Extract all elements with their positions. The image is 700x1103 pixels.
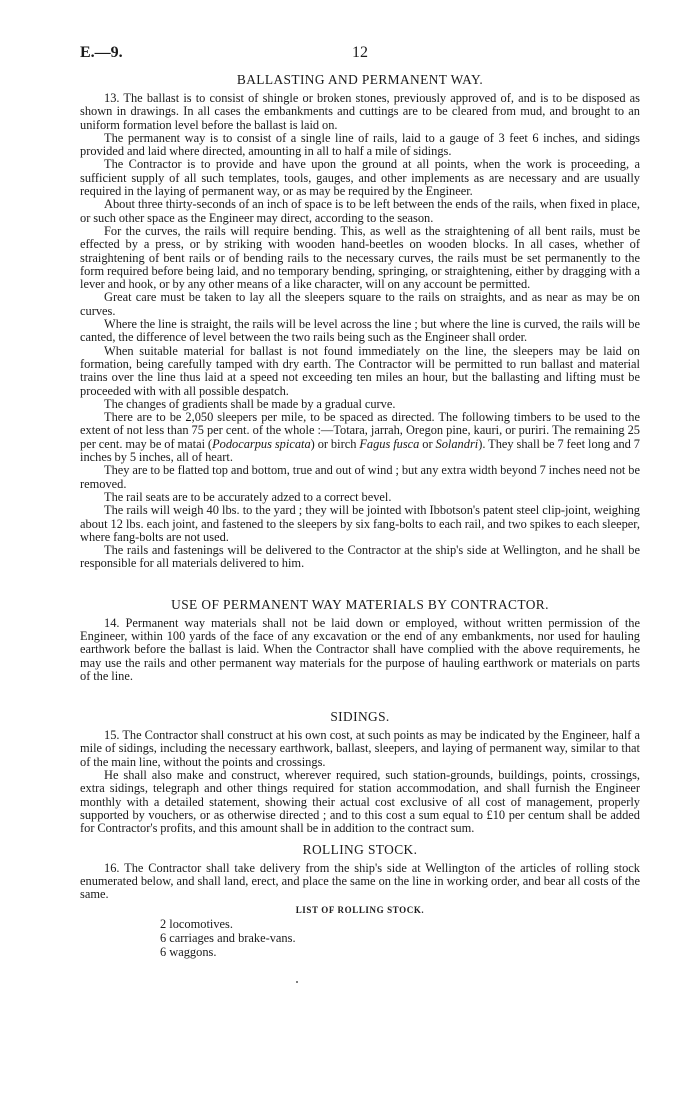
section-title: SIDINGS. — [330, 709, 390, 725]
text-run: ). They shall be 7 feet long and 7 inches by 5 inches, all of heart. — [80, 436, 640, 465]
section-use-of-materials — [80, 597, 640, 683]
rolling-stock-list — [160, 917, 640, 959]
paragraph: The rails and fastenings will be delivered to the Contractor at the ship's side at Wellington, and he shall be responsible for all materials delivered to him. — [80, 543, 640, 571]
section-rolling-stock — [80, 842, 640, 960]
stray-mark — [296, 981, 298, 983]
paragraph: Great care must be taken to lay all the sleepers square to the rails on straights, and as near as may be on curves. — [80, 290, 640, 318]
list-item: 6 waggons. — [160, 945, 217, 960]
list-title: LIST OF ROLLING STOCK. — [295, 905, 425, 916]
paragraph: They are to be flatted top and bottom, true and out of wind ; but any extra width beyond 7 inches need not be removed. — [80, 463, 640, 491]
species-name: Fagus fusca — [359, 436, 420, 451]
paragraph: The Contractor is to provide and have upon the ground at all points, when the work is proceeding, a sufficient supply of all such templates, tools, gauges, and other implements as are necessary and are usually required in the laying of permanent way, or as may be required by the Engineer. — [80, 157, 640, 199]
document-reference: E.—9. — [80, 44, 123, 61]
species-name: Podocarpus spicata — [212, 436, 311, 451]
paragraph: About three thirty-seconds of an inch of space is to be left between the ends of the rails, when fixed in place, or such other space as the Engineer may direct, according to the season. — [80, 197, 640, 225]
page-number: 12 — [352, 44, 368, 61]
text-run: There are to be 2,050 sleepers per mile, to be spaced as directed. The following timbers to be used to the extent of not less than 75 per cent. of the whole :—Totara, jarrah, Oregon pine, kauri, or puriri. The remaining 25 per cent. may be of matai ( — [80, 410, 640, 451]
document-page — [80, 44, 640, 959]
section-title: ROLLING STOCK. — [302, 841, 418, 857]
section-title: USE OF PERMANENT WAY MATERIALS BY CONTRACTOR. — [171, 596, 549, 612]
list-item: 6 carriages and brake-vans. — [160, 931, 296, 946]
paragraph-timbers — [80, 411, 640, 464]
section-ballasting — [80, 72, 640, 571]
paragraph: The rail seats are to be accurately adzed to a correct bevel. — [104, 489, 392, 504]
page-header — [80, 44, 640, 66]
paragraph: The changes of gradients shall be made by a gradual curve. — [104, 396, 396, 411]
paragraph: Where the line is straight, the rails will be level across the line ; but where the line is curved, the rails will be canted, the difference of level between the two rails being such as the Engineer shall order. — [80, 317, 640, 345]
paragraph: For the curves, the rails will require bending. This, as well as the straightening of all bent rails, must be effected by a press, or by striking with wooden hand-beetles on wooden blocks. In all cases, whether of straightening of bent rails or of bending rails to the necessary curves, the rails must be set permanently to the form required before being laid, and no temporary bending, springing, or straightening, either by dragging with a lever and hook, or by any other means of a like character, will on any account be permitted. — [80, 223, 640, 292]
paragraph: 15. The Contractor shall construct at his own cost, at such points as may be indicated by the Engineer, half a mile of sidings, including the necessary earthwork, ballast, sleepers, and laying of permanent way, similar to that of the main line, without the points and crossings. — [80, 728, 640, 769]
paragraph: 14. Permanent way materials shall not be laid down or employed, without written permission of the Engineer, within 100 yards of the face of any excavation or the end of any embankments, nor used for hauling earthwork before the ballast is laid. When the Contractor shall have complied with the above requirements, he may use the rails and other permanent way materials for the purpose of hauling earthwork or materials on parts of the line. — [80, 615, 640, 683]
paragraph: When suitable material for ballast is not found immediately on the line, the sleepers may be laid on formation, being carefully tamped with dry earth. The Contractor will be permitted to run ballast and material trains over the line thus laid at a speed not exceeding ten miles an hour, but the ballasting and lifting must be proceeded with with all possible despatch. — [80, 343, 640, 398]
paragraph: 16. The Contractor shall take delivery from the ship's side at Wellington of the articles of rolling stock enumerated below, and shall land, erect, and place the same on the line in working order, and bear all costs of the same. — [80, 860, 640, 902]
species-name: Solandri — [435, 436, 479, 451]
paragraph: The rails will weigh 40 lbs. to the yard ; they will be jointed with Ibbotson's patent steel clip-joint, weighing about 12 lbs. each joint, and fastened to the sleepers by six fang-bolts to each rail, and two spikes to each sleeper, where fang-bolts are not used. — [80, 503, 640, 544]
section-sidings — [80, 709, 640, 835]
text-run: or — [419, 436, 436, 451]
paragraph: 13. The ballast is to consist of shingle or broken stones, previously approved of, and is to be disposed as shown in drawings. In all cases the embankments and cuttings are to be cleared from mud, and brought to an uniform formation level before the ballast is laid on. — [80, 91, 640, 132]
paragraph: He shall also make and construct, wherever required, such station-grounds, buildings, points, crossings, extra sidings, telegraph and other things required for station accommodation, and shall furnish the Engineer monthly with a detailed statement, showing their actual cost exclusive of all cost of management, properly supported by vouchers, or as otherwise directed ; and to this cost a sum equal to £10 per centum shall be added for Contractor's profits, and this amount shall be in addition to the contract sum. — [80, 768, 640, 836]
list-item: 2 locomotives. — [160, 917, 233, 932]
section-title: BALLASTING AND PERMANENT WAY. — [236, 72, 484, 87]
paragraph: The permanent way is to consist of a single line of rails, laid to a gauge of 3 feet 6 inches, and sidings provided and laid where directed, amounting in all to half a mile of sidings. — [80, 130, 640, 159]
text-run: ) or birch — [310, 436, 360, 451]
